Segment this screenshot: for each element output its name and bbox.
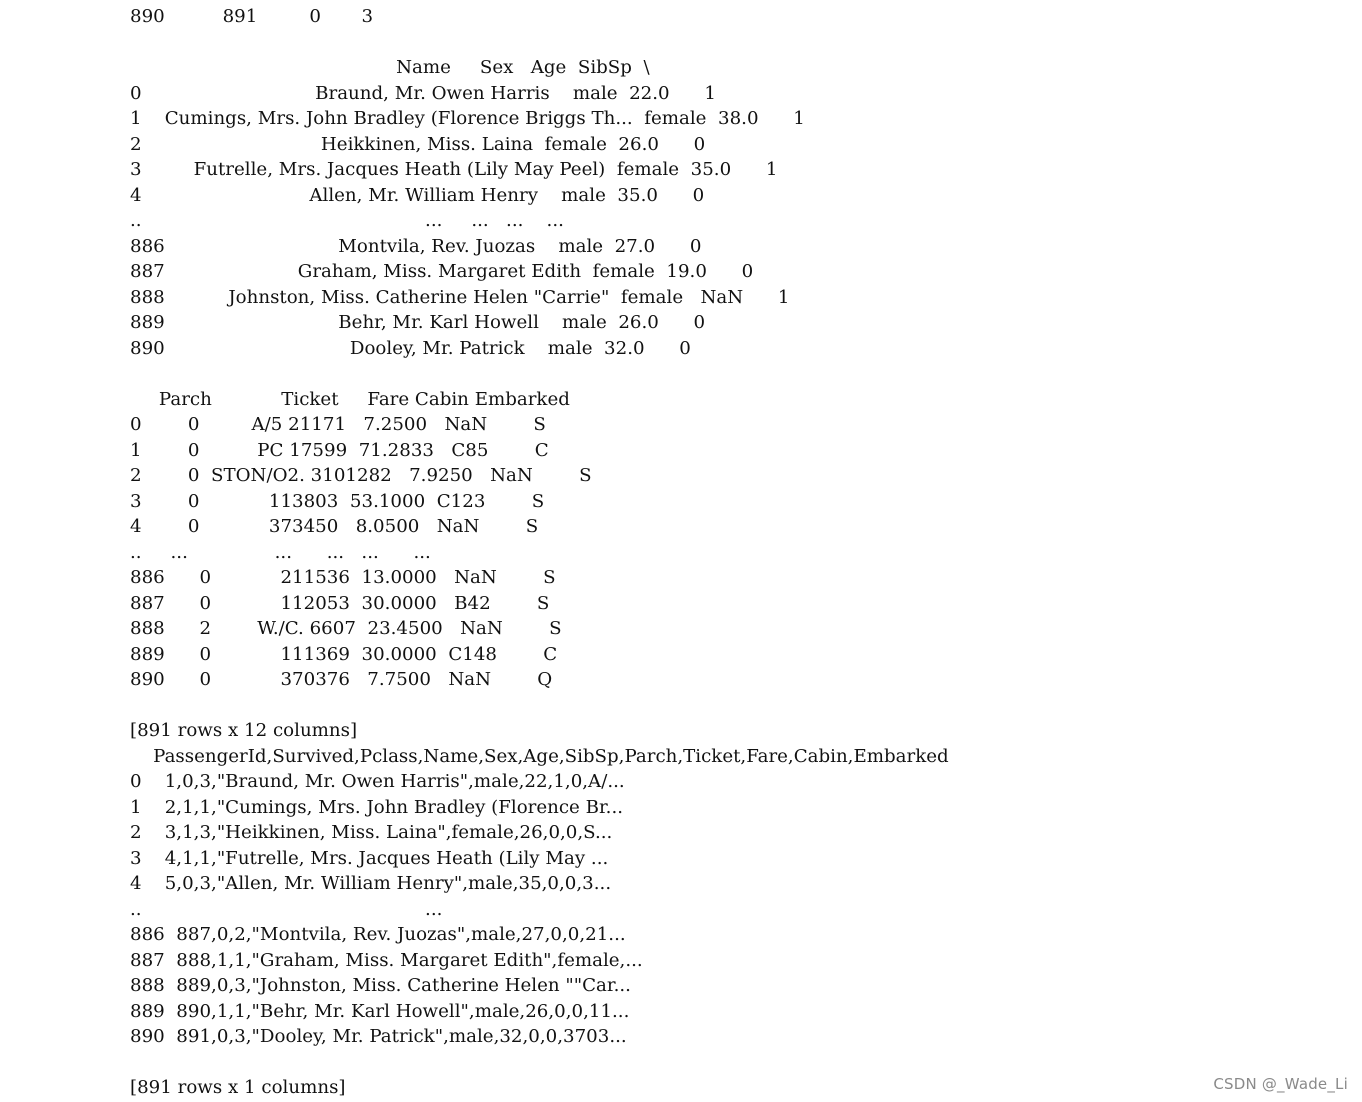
- console-line: [891 rows x 1 columns]: [130, 1078, 346, 1098]
- console-line: [130, 31, 949, 57]
- console-line: 888 889,0,3,"Johnston, Miss. Catherine Helen ""Car...: [130, 976, 631, 996]
- console-line: 886 Montvila, Rev. Juozas male 27.0 0: [130, 236, 702, 257]
- console-line: Parch Ticket Fare Cabin Embarked: [130, 389, 570, 410]
- console-line: Name Sex Age SibSp \: [130, 58, 650, 78]
- console-line: 889 0 111369 30.0000 C148 C: [130, 644, 558, 665]
- console-line: 886 0 211536 13.0000 NaN S: [130, 568, 556, 588]
- console-line: 890 891 0 3: [130, 7, 374, 27]
- console-line: [130, 694, 949, 720]
- console-line: 888 2 W./C. 6607 23.4500 NaN S: [130, 619, 562, 639]
- console-line: 2 0 STON/O2. 3101282 7.9250 NaN S: [130, 466, 592, 486]
- console-line: 4 Allen, Mr. William Henry male 35.0 0: [130, 185, 705, 206]
- console-line: 3 4,1,1,"Futrelle, Mrs. Jacques Heath (Lily May ...: [130, 848, 609, 869]
- console-line: 886 887,0,2,"Montvila, Rev. Juozas",male,27,0,0,21...: [130, 925, 626, 945]
- console-line: 887 0 112053 30.0000 B42 S: [130, 593, 550, 614]
- console-line: 890 0 370376 7.7500 NaN Q: [130, 670, 553, 690]
- console-line: .. ... ... ... ...: [130, 211, 564, 231]
- console-line: 890 Dooley, Mr. Patrick male 32.0 0: [130, 338, 691, 359]
- console-line: [130, 362, 949, 388]
- console-line: 4 5,0,3,"Allen, Mr. William Henry",male,35,0,0,3...: [130, 874, 612, 894]
- console-line: PassengerId,Survived,Pclass,Name,Sex,Age,SibSp,Parch,Ticket,Fare,Cabin,Embarked: [130, 746, 949, 767]
- console-line: 889 Behr, Mr. Karl Howell male 26.0 0: [130, 313, 706, 333]
- console-line: 3 Futrelle, Mrs. Jacques Heath (Lily May Peel) female 35.0 1: [130, 160, 778, 180]
- console-output: [130, 5, 949, 1102]
- console-line: 888 Johnston, Miss. Catherine Helen "Carrie" female NaN 1: [130, 287, 790, 308]
- console-line: [130, 1051, 949, 1077]
- console-line: 1 0 PC 17599 71.2833 C85 C: [130, 440, 549, 461]
- console-line: 889 890,1,1,"Behr, Mr. Karl Howell",male,26,0,0,11...: [130, 1001, 630, 1022]
- console-line: 1 2,1,1,"Cumings, Mrs. John Bradley (Florence Br...: [130, 797, 624, 818]
- console-line: 0 0 A/5 21171 7.2500 NaN S: [130, 415, 546, 435]
- console-line: 2 3,1,3,"Heikkinen, Miss. Laina",female,26,0,0,S...: [130, 823, 613, 843]
- console-line: 4 0 373450 8.0500 NaN S: [130, 517, 539, 537]
- console-line: 890 891,0,3,"Dooley, Mr. Patrick",male,32,0,0,3703...: [130, 1027, 627, 1047]
- console-line: 3 0 113803 53.1000 C123 S: [130, 491, 545, 512]
- console-line: .. ...: [130, 899, 443, 920]
- console-line: [891 rows x 12 columns]: [130, 721, 358, 741]
- console-line: 0 1,0,3,"Braund, Mr. Owen Harris",male,22,1,0,A/...: [130, 772, 625, 792]
- console-line: 887 Graham, Miss. Margaret Edith female 19.0 0: [130, 262, 754, 282]
- csdn-watermark: CSDN @_Wade_Li: [1213, 1075, 1348, 1093]
- console-line: 0 Braund, Mr. Owen Harris male 22.0 1: [130, 83, 716, 104]
- console-line: 887 888,1,1,"Graham, Miss. Margaret Edith",female,...: [130, 950, 643, 971]
- console-line: 2 Heikkinen, Miss. Laina female 26.0 0: [130, 134, 706, 155]
- console-line: .. ... ... ... ... ...: [130, 542, 431, 563]
- console-line: 1 Cumings, Mrs. John Bradley (Florence Briggs Th... female 38.0 1: [130, 109, 805, 129]
